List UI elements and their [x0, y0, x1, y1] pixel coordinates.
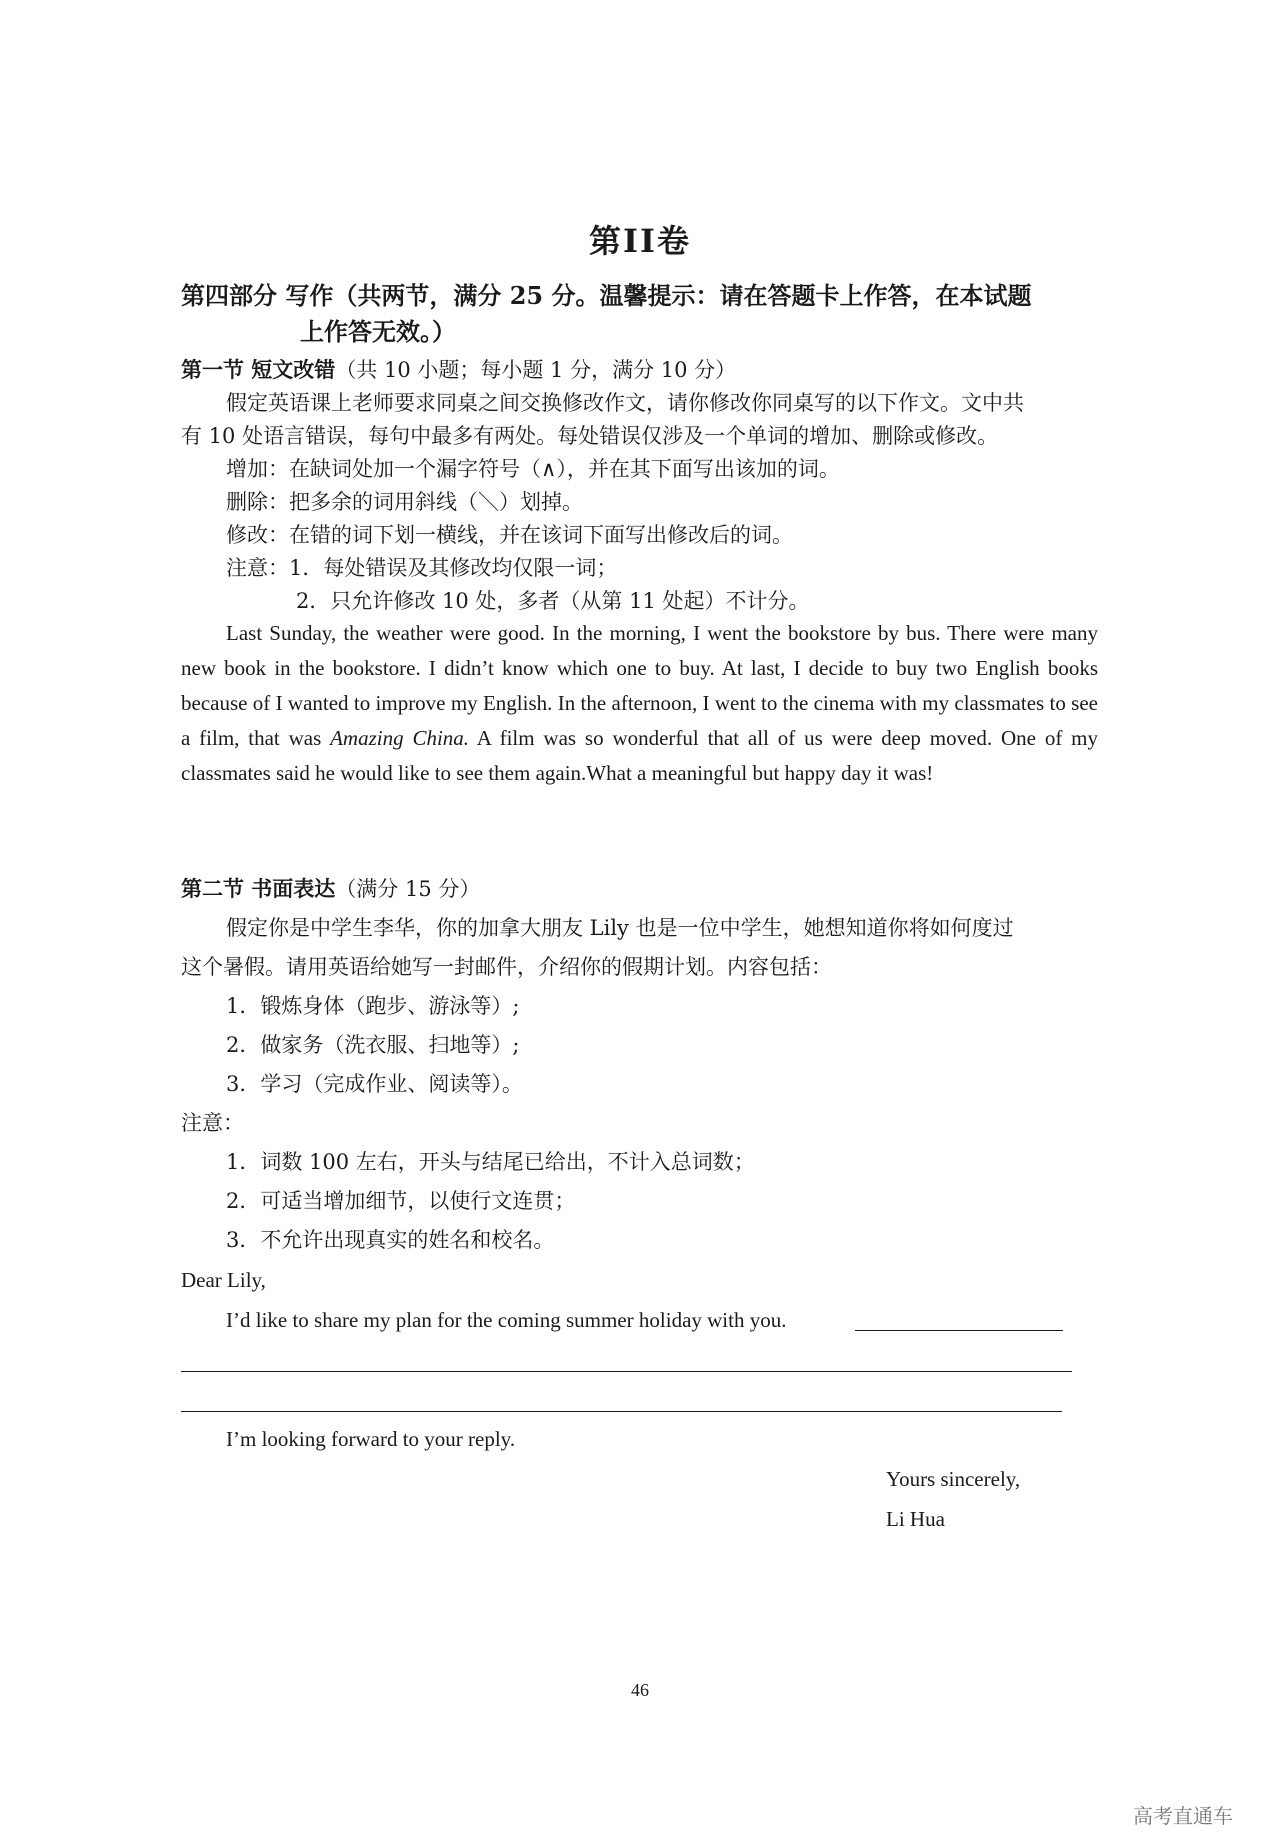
answer-blank-line[interactable]: [181, 1371, 1072, 1372]
passage-text-2: A film was so wonderful that all of us were deep moved. One of my classmates said he would like to see them again.What a meaningful but happy day it was!: [181, 726, 1099, 785]
notes-item: 1．词数 100 左右，开头与结尾已给出，不计入总词数；: [226, 1150, 755, 1174]
page-title: 第II卷: [589, 222, 691, 260]
part4-heading-line1: 第四部分 写作（共两节，满分 25 分。温馨提示：请在答题卡上作答，在本试题: [181, 281, 1032, 310]
notes-item: 2．可适当增加细节，以使行文连贯；: [226, 1189, 576, 1213]
section1-heading-rest: （共 10 小题；每小题 1 分，满分 10 分）: [335, 358, 737, 382]
passage-film-title: Amazing China.: [330, 726, 470, 750]
content-item: 2．做家务（洗衣服、扫地等）;: [226, 1033, 520, 1057]
notes-label: 注意：: [181, 1111, 244, 1135]
passage-text-1: Last Sunday, the weather were good. In the morning, I went the bookstore by bus. There were many new book in the bookstore. I didn’t know which one to buy. At last, I decide to buy two English books because of I wanted to improve my English. In the afternoon, I went to the cinema with my classmates to see a film, that was: [181, 621, 1098, 750]
letter-closing-line: I’m looking forward to your reply.: [226, 1427, 516, 1451]
answer-blank-line[interactable]: [181, 1411, 1062, 1412]
letter-greeting: Dear Lily,: [181, 1268, 266, 1292]
notes-item: 3．不允许出现真实的姓名和校名。: [226, 1228, 555, 1252]
content-item: 3．学习（完成作业、阅读等）。: [226, 1072, 523, 1096]
rule-delete: 删除：把多余的词用斜线（＼）划掉。: [226, 490, 583, 514]
prompt-line2: 这个暑假。请用英语给她写一封邮件，介绍你的假期计划。内容包括：: [181, 955, 832, 979]
letter-signoff: Yours sincerely,: [886, 1467, 1021, 1491]
section2-heading: [181, 873, 480, 903]
answer-blank-line[interactable]: [855, 1330, 1063, 1331]
section1-heading: [181, 354, 736, 384]
section2-heading-rest: （满分 15 分）: [335, 877, 481, 901]
rule-add: 增加：在缺词处加一个漏字符号（∧），并在其下面写出该加的词。: [226, 457, 840, 481]
section1-intro-line1: 假定英语课上老师要求同桌之间交换修改作文，请你修改你同桌写的以下作文。文中共: [226, 391, 1024, 415]
note-1: 注意：1．每处错误及其修改均仅限一词；: [226, 556, 618, 580]
rule-modify: 修改：在错的词下划一横线，并在该词下面写出修改后的词。: [226, 523, 793, 547]
error-correction-passage: [181, 616, 1098, 791]
note-2: 2．只允许修改 10 处，多者（从第 11 处起）不计分。: [296, 589, 810, 613]
letter-opening: I’d like to share my plan for the coming summer holiday with you.: [226, 1308, 787, 1332]
part4-heading-line2: 上作答无效。）: [300, 317, 456, 346]
section2-heading-bold: 第二节 书面表达: [181, 876, 336, 901]
content-item: 1．锻炼身体（跑步、游泳等）;: [226, 994, 520, 1018]
watermark-text: 高考直通车: [1133, 1804, 1233, 1828]
section1-heading-bold: 第一节 短文改错: [181, 357, 336, 382]
prompt-line1: 假定你是中学生李华，你的加拿大朋友 Lily 也是一位中学生，她想知道你将如何度过: [226, 916, 1014, 940]
section1-intro-line2: 有 10 处语言错误，每句中最多有两处。每处错误仅涉及一个单词的增加、删除或修改。: [181, 424, 999, 448]
letter-signature: Li Hua: [886, 1507, 945, 1531]
page-number: 46: [631, 1680, 649, 1700]
